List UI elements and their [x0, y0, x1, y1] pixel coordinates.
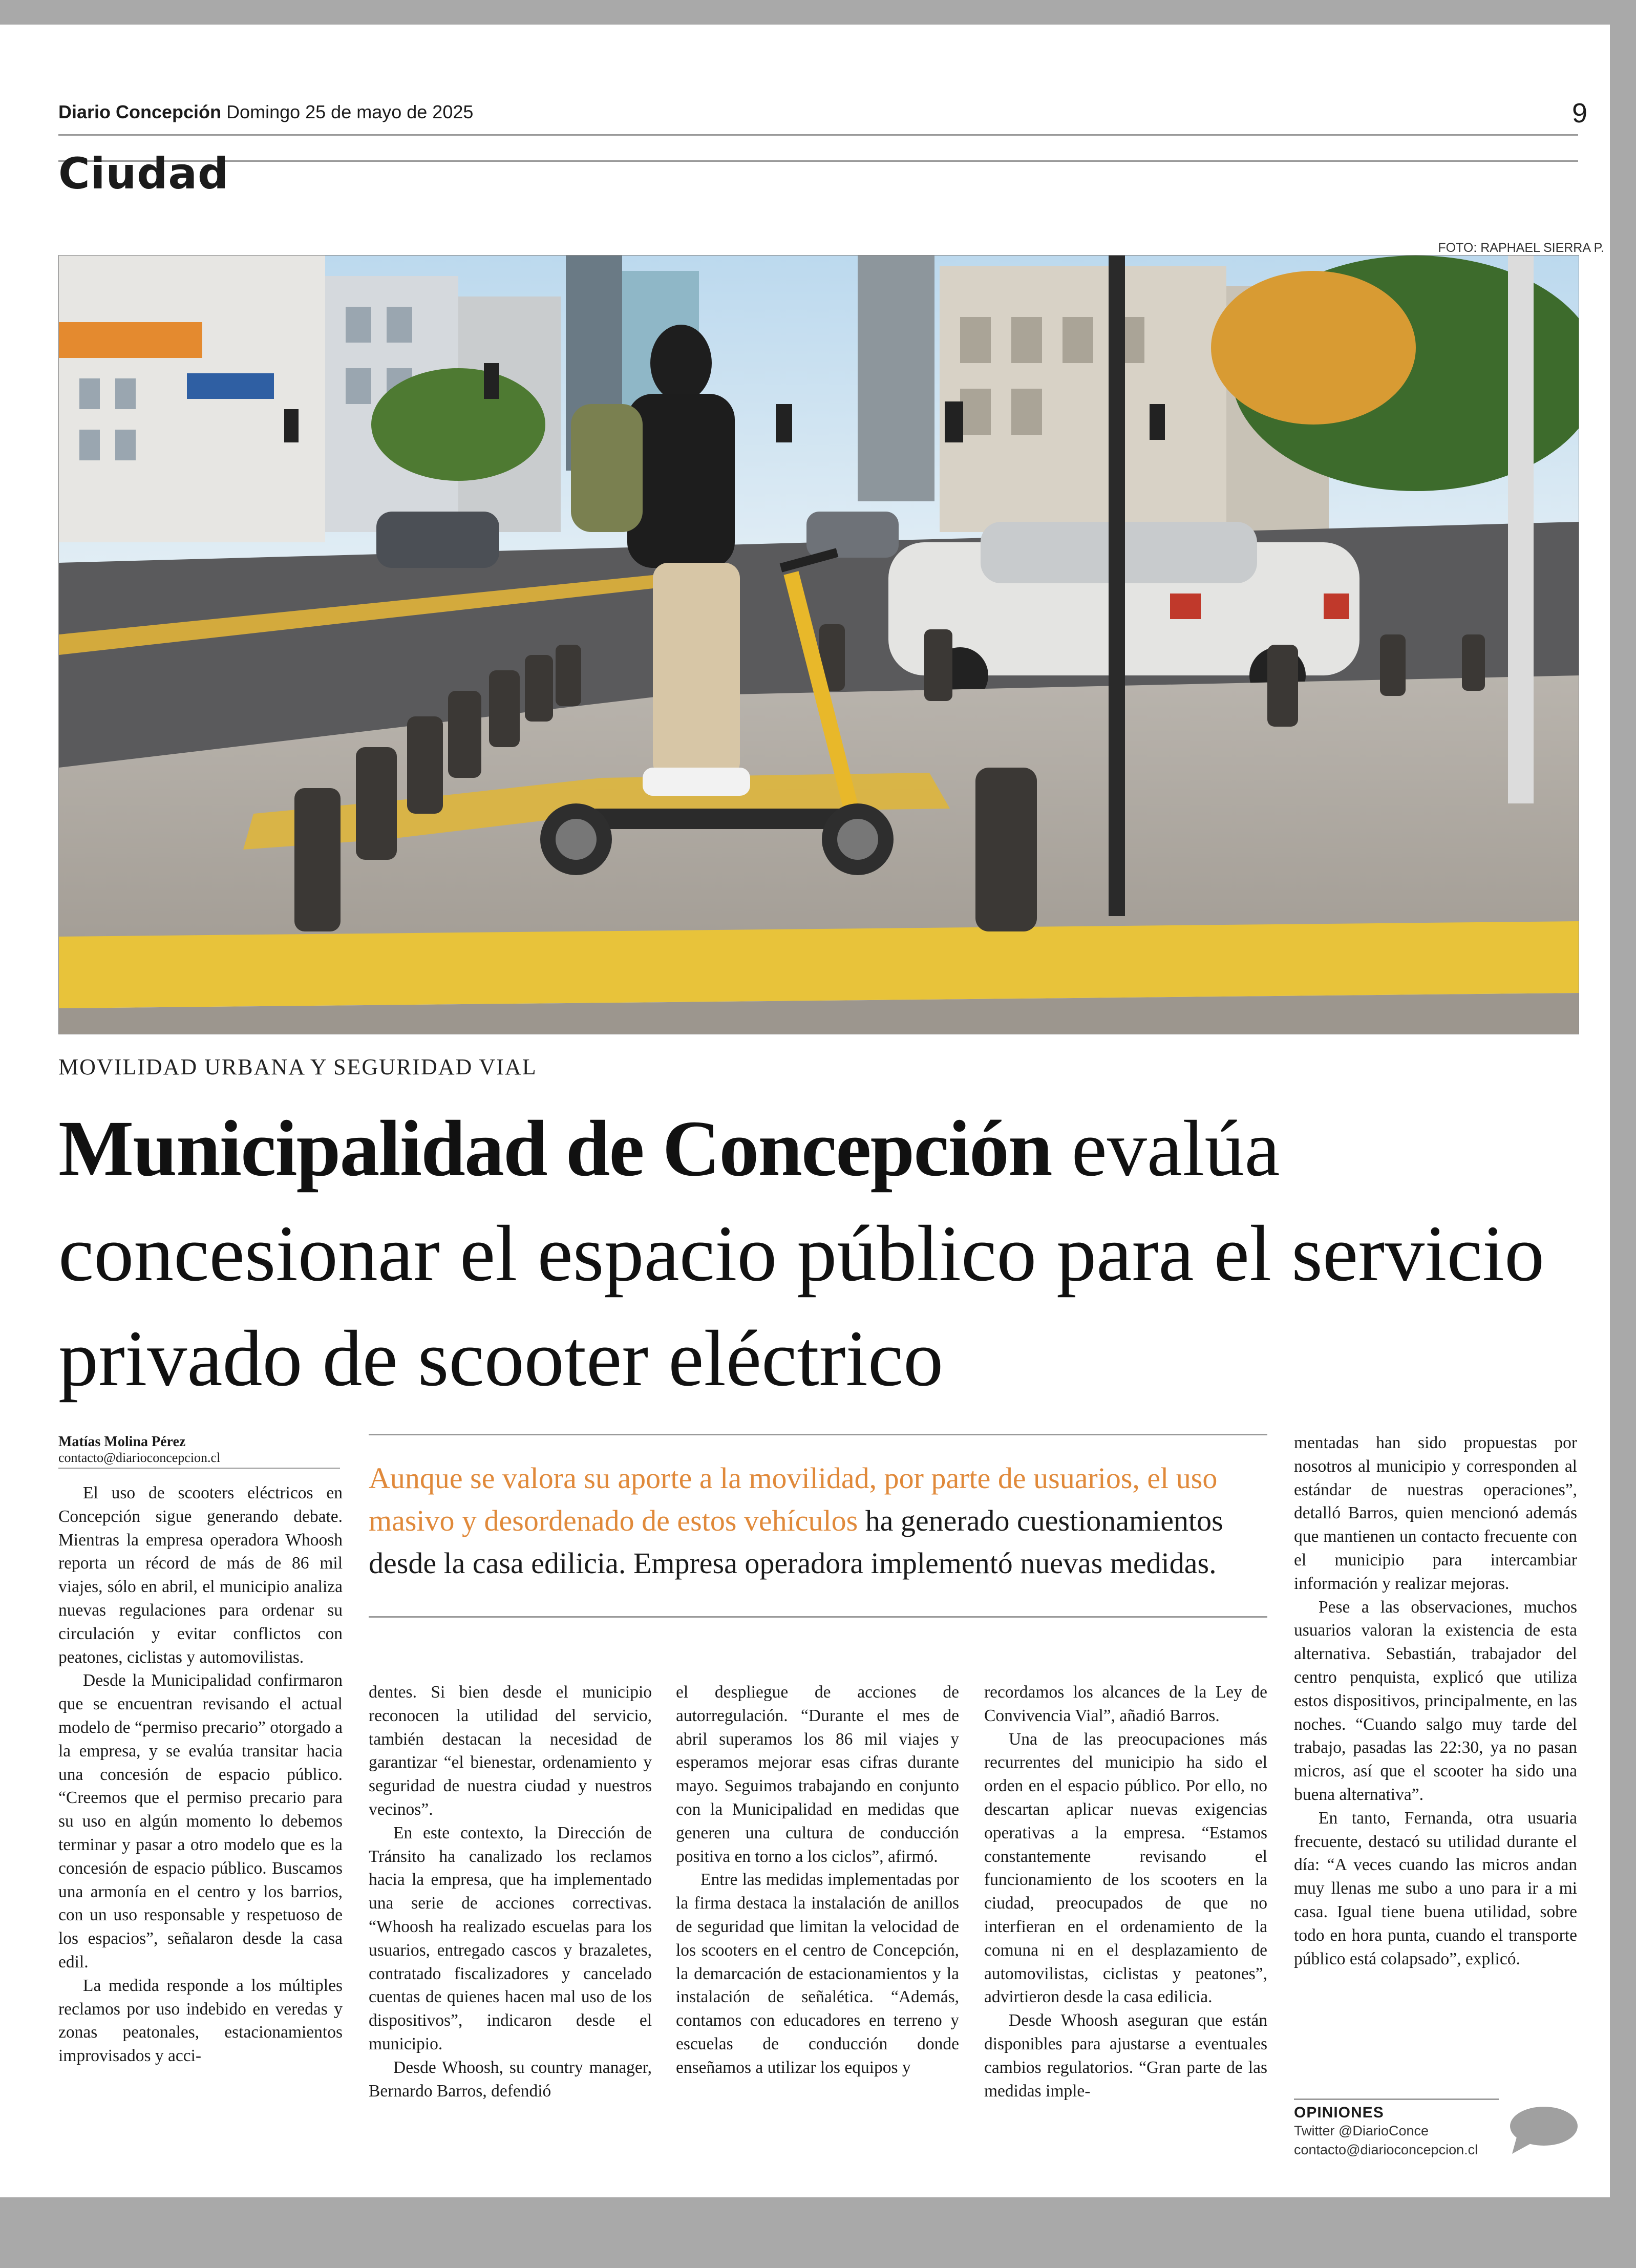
article-column-3 [676, 1681, 959, 2080]
paragraph: mentadas han sido propuestas por nosotros al municipio y corresponden al estándar de nuestras operaciones”, detalló Barros, quien mencionó además que mantienen un contacto frecuente con el municipio para intercambiar información y realizar mejoras. [1294, 1433, 1577, 1593]
section-title: Ciudad [58, 149, 229, 199]
header-rule [58, 134, 1578, 136]
main-photo [58, 255, 1579, 1034]
paragraph: el despliegue de acciones de autorregulación. “Durante el mes de abril superamos los 86 mil viajes y esperamos mejorar esas cifras durante mayo. Seguimos trabajando en conjunto con la Municipalidad en medidas que generen una cultura de conducción positiva en torno a los ciclos”, afirmó. [676, 1683, 959, 1866]
headline-rest: evalúa concesionar el espacio público para el servicio privado de scooter eléctrico [58, 1104, 1545, 1403]
paragraph: La medida responde a los múltiples reclamos por uso indebido en veredas y zonas peatonales, estacionamientos improvisados y acci- [58, 1976, 343, 2066]
paragraph: Desde Whoosh aseguran que están disponibles para ajustarse a eventuales cambios regulatorios. “Gran parte de las medidas imple- [984, 2011, 1267, 2101]
paragraph: En este contexto, la Dirección de Tránsito ha canalizado los reclamos hacia la empresa, que ha implementado una serie de acciones correctivas. “Whoosh ha realizado escuelas para los usuarios, entregado cascos y brazaletes, contratado fiscalizadores y cancelado cuentas de quienes hacen mal uso de los dispositivos”, indicaron desde el municipio. [369, 1823, 652, 2053]
article-column-2 [369, 1681, 652, 2103]
opinions-twitter[interactable]: Twitter @DiarioConce [1294, 2123, 1429, 2138]
article-column-4 [984, 1681, 1267, 2103]
byline-author: Matías Molina Pérez [58, 1434, 186, 1450]
lead-paragraph [369, 1434, 1267, 1618]
paragraph: Entre las medidas implementadas por la firma destaca la instalación de anillos de seguridad que limitan la velocidad de los scooters en el centro de Concepción, la demarcación de estacionamientos y la instalación de señalética. “Además, contamos con educadores en terreno y escuelas de conducción donde enseñamos a utilizar los equipos y [676, 1870, 959, 2077]
headline [58, 1096, 1589, 1411]
paragraph: Desde Whoosh, su country manager, Bernardo Barros, defendió [369, 2058, 652, 2101]
lead-highlight: Aunque se valora su aporte a la movilidad, por parte de usuarios, el uso masivo y desordenado de estos vehículos [369, 1461, 1218, 1537]
paragraph: Desde la Municipalidad confirmaron que se encuentran revisando el actual modelo de “permiso precario” otorgado a la empresa, y se evalúa transitar hacia una concesión de espacio público. “Creemos que el permiso precario para su uso en algún momento lo debemos terminar y pasar a otro modelo que es la concesión de espacio público. Buscamos una armonía en el centro y los barrios, con un uso responsable y respetuoso de los espacios”, señalaron desde la casa edil. [58, 1671, 343, 1972]
kicker: MOVILIDAD URBANA Y SEGURIDAD VIAL [58, 1054, 537, 1079]
opinions-email[interactable]: contacto@diarioconcepcion.cl [1294, 2142, 1478, 2157]
paper-name: Diario Concepción [58, 101, 222, 122]
byline-email: contacto@diarioconcepcion.cl [58, 1450, 340, 1469]
page-number: 9 [1571, 98, 1587, 129]
paragraph: recordamos los alcances de la Ley de Convivencia Vial”, añadió Barros. [984, 1683, 1267, 1725]
headline-bold: Municipalidad de Concepción [58, 1104, 1052, 1193]
paragraph: Pese a las observaciones, muchos usuarios valoran la existencia de esta alternativa. Sebastián, trabajador del centro penquista, explicó que utiliza estos dispositivos, principalmente, en las noches. “Cuando salgo muy tarde del trabajo, pasadas las 22:30, ya no pasan micros, así que el scooter ha sido una buena alternativa”. [1294, 1597, 1577, 1804]
header-line [58, 101, 473, 123]
issue-date: Domingo 25 de mayo de 2025 [226, 101, 474, 122]
photo-street-scooter [59, 256, 1579, 1034]
byline [58, 1434, 340, 1469]
opinions-title: OPINIONES [1294, 2104, 1384, 2121]
paragraph: Una de las preocupaciones más recurrentes del municipio ha sido el orden en el espacio público. Por ello, no descartan aplicar nuevas exigencias operativas a la empresa. “Estamos constantemente revisando el funcionamiento de los scooters en la ciudad, preocupados de que no interfieran en el ordenamiento de la comuna ni en el desplazamiento de automovilistas, ciclistas y peatones”, advirtieron desde la casa edilicia. [984, 1729, 1267, 2007]
lead-rest: ha generado cuestionamientos desde la casa edilicia. Empresa operadora implementó nuevas medidas. [369, 1504, 1223, 1580]
photo-credit: FOTO: RAPHAEL SIERRA P. [1438, 241, 1604, 255]
paragraph: En tanto, Fernanda, otra usuaria frecuente, destacó su utilidad durante el día: “A veces cuando las micros andan muy llenas me subo a uno para ir a mi casa. Igual tiene buena utilidad, sobre todo en hora punta, cuando el transporte público está colapsado”, explicó. [1294, 1808, 1577, 1968]
article-column-1 [58, 1481, 343, 2068]
speech-bubble-icon [1507, 2105, 1579, 2158]
article-column-5 [1294, 1431, 1577, 1970]
opinions-box [1294, 2099, 1499, 2159]
paragraph: dentes. Si bien desde el municipio reconocen la utilidad del servicio, también destacan la necesidad de garantizar “el bienestar, ordenamiento y seguridad de nuestra ciudad y nuestros vecinos”. [369, 1683, 652, 1819]
paragraph: El uso de scooters eléctricos en Concepción sigue generando debate. Mientras la empresa operadora Whoosh reporta un récord de más de 86 mil viajes, sólo en abril, el municipio analiza nuevas regulaciones para ordenar su circulación y evitar conflictos con peatones, ciclistas y automovilistas. [58, 1483, 343, 1667]
